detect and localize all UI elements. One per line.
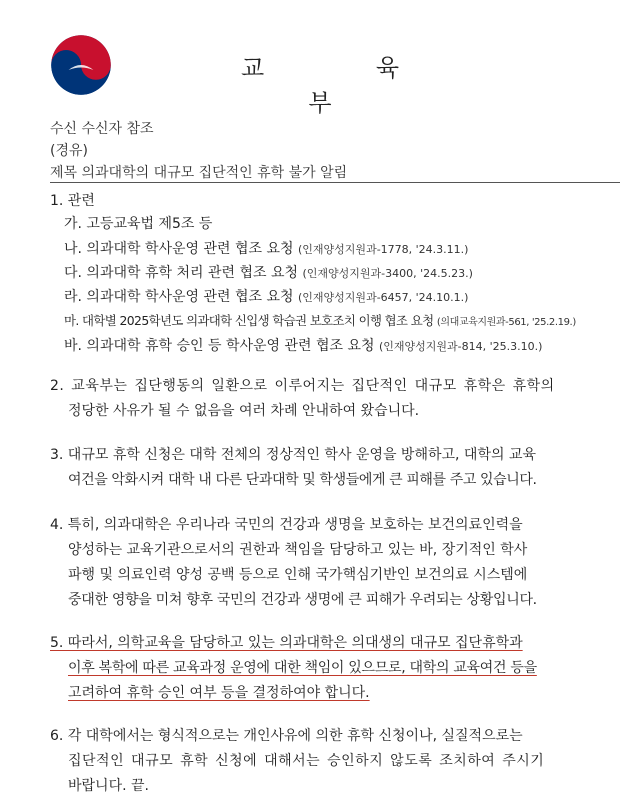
ministry-title: 교 육 부 xyxy=(241,54,451,117)
reference-item xyxy=(64,286,468,306)
reference-item xyxy=(64,262,473,282)
paragraph-line: 양성하는 교육기관으로서의 권한과 책임을 담당하고 있는 바, 장기적인 학사 xyxy=(68,542,528,558)
reference-note: (인재양성지원과-814, '25.3.10.) xyxy=(378,340,543,353)
paragraph-line: 파행 및 의료인력 양성 공백 등으로 인해 국가핵심기반인 보건의료 시스템에 xyxy=(68,567,528,583)
paragraph-line: 4. 특히, 의과대학은 우리나라 국민의 건강과 생명을 보호하는 보건의료인력을 xyxy=(50,517,523,533)
reference-item xyxy=(64,335,542,355)
section-1-title: 1. 관련 xyxy=(50,193,95,209)
paragraph-line: 집단적인 대규모 휴학 신청에 대해서는 승인하지 않도록 조치하여 주시기 xyxy=(68,753,545,769)
paragraph-line: 6. 각 대학에서는 형식적으로는 개인사유에 의한 휴학 신청이나, 실질적으로는 xyxy=(50,728,523,744)
reference-item xyxy=(64,213,212,233)
reference-item xyxy=(64,238,468,258)
paragraph-3 xyxy=(50,443,610,493)
reference-main: 다. 의과대학 휴학 처리 관련 협조 요청 xyxy=(64,265,299,281)
paragraph-4 xyxy=(50,513,610,613)
paragraph-line: 중대한 영향을 미쳐 향후 국민의 건강과 생명에 큰 피해가 우려되는 상황입니다. xyxy=(68,592,537,608)
reference-item xyxy=(64,311,576,329)
paragraph-line: 바랍니다. 끝. xyxy=(68,778,149,794)
paragraph-6 xyxy=(50,724,610,799)
paragraph-line: 여건을 악화시켜 대학 내 다른 단과대학 및 학생들에게 큰 피해를 주고 있습니다. xyxy=(68,472,537,488)
reference-main: 바. 의과대학 휴학 승인 등 학사운영 관련 협조 요청 xyxy=(64,338,375,354)
reference-note: (인재양성지원과-3400, '24.5.23.) xyxy=(302,267,473,280)
paragraph-line: 정당한 사유가 될 수 없음을 여러 차례 안내하여 왔습니다. xyxy=(68,403,420,419)
reference-note: (의대교육지원과-561, '25.2.19.) xyxy=(436,317,576,328)
reference-main: 라. 의과대학 학사운영 관련 협조 요청 xyxy=(64,289,294,305)
reference-main: 마. 대학별 2025학년도 의과대학 신입생 학습권 보호조치 이행 협조 요청 xyxy=(64,313,434,328)
recipient-line: 수신 수신자 참조 xyxy=(50,121,154,137)
paragraph-line: 3. 대규모 휴학 신청은 대학 전체의 정상적인 학사 운영을 방해하고, 대학의 교육 xyxy=(50,447,537,463)
reference-note: (인재양성지원과-1778, '24.3.11.) xyxy=(298,243,469,256)
paragraph-line: 이후 복학에 따른 교육과정 운영에 대한 책임이 있으므로, 대학의 교육여건 등을 xyxy=(68,660,537,676)
paragraph-5 xyxy=(50,631,610,706)
paragraph-2 xyxy=(50,374,610,424)
reference-main: 나. 의과대학 학사운영 관련 협조 요청 xyxy=(64,241,294,257)
reference-note: (인재양성지원과-6457, '24.10.1.) xyxy=(298,291,469,304)
government-emblem-icon xyxy=(50,34,112,96)
subject-line: 제목 의과대학의 대규모 집단적인 휴학 불가 알림 xyxy=(50,165,348,181)
paragraph-line: 5. 따라서, 의학교육을 담당하고 있는 의과대학은 의대생의 대규모 집단휴학과 xyxy=(50,635,523,651)
via-line: (경유) xyxy=(50,143,88,159)
paragraph-line: 2. 교육부는 집단행동의 일환으로 이루어지는 집단적인 대규모 휴학은 휴학의 xyxy=(50,378,555,394)
paragraph-line: 고려하여 휴학 승인 여부 등을 결정하여야 합니다. xyxy=(68,685,370,701)
reference-main: 가. 고등교육법 제5조 등 xyxy=(64,216,213,232)
subject-divider xyxy=(50,182,620,183)
